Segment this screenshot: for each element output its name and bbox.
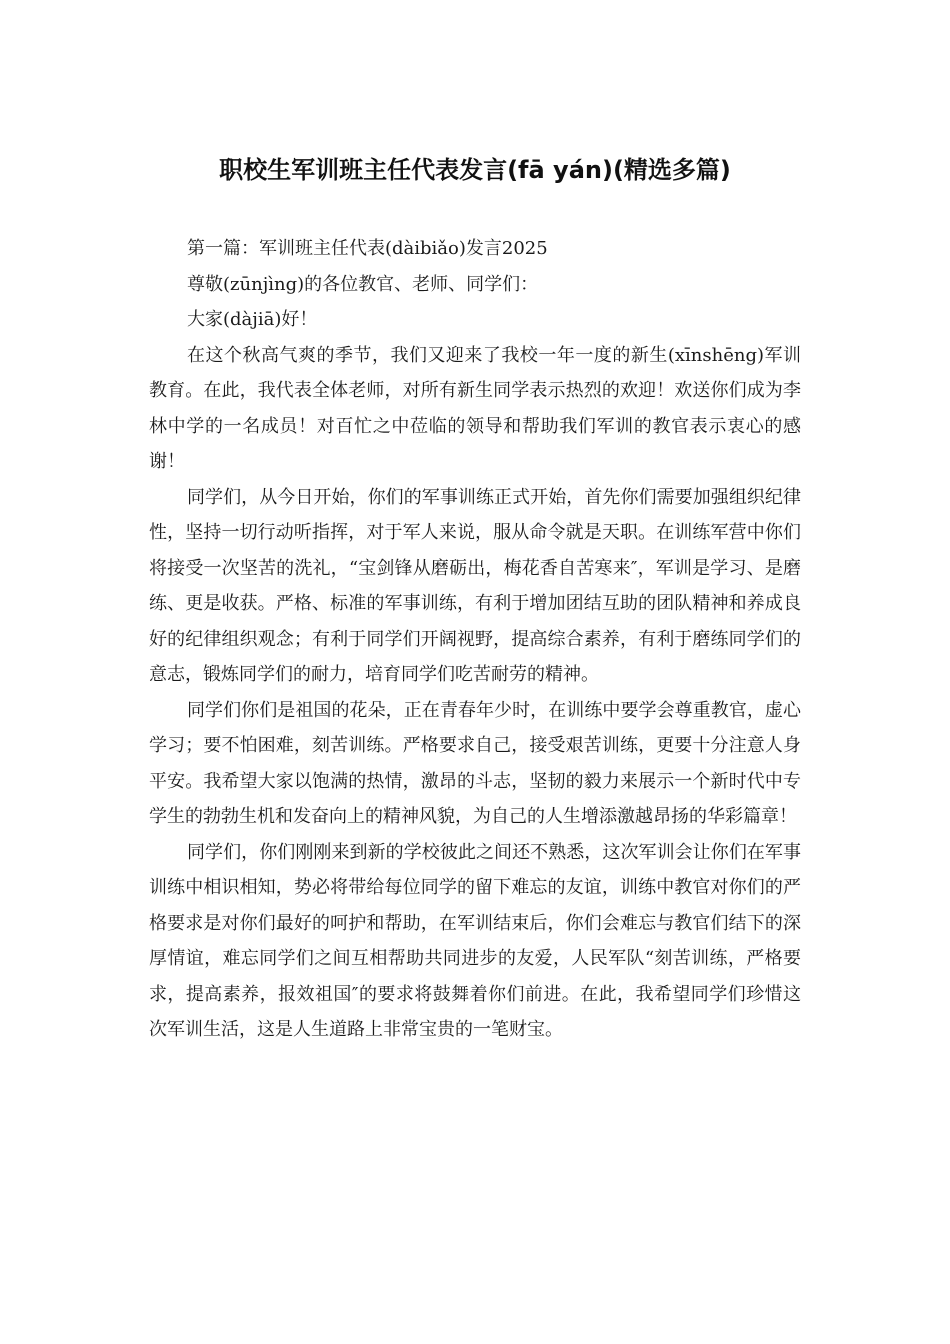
- body-paragraph: 同学们你们是祖国的花朵，正在青春年少时，在训练中要学会尊重教官，虚心学习；要不怕困难，刻苦训练。严格要求自己，接受艰苦训练，更要十分注意人身平安。我希望大家以饱满的热情，激昂的斗志，坚韧的毅力来展示一个新时代中专学生的勃勃生机和发奋向上的精神风貌，为自己的人生增添激越昂扬的华彩篇章！: [149, 699, 801, 827]
- document-title: 职校生军训班主任代表发言(fā yán)(精选多篇): [219, 156, 731, 184]
- greeting: 大家(dàjiā)好！: [187, 309, 318, 330]
- section-heading: 第一篇：军训班主任代表(dàibiǎo)发言2025: [187, 238, 548, 259]
- salutation: 尊敬(zūnjìng)的各位教官、老师、同学们：: [187, 273, 539, 295]
- body-paragraph: 同学们，你们刚刚来到新的学校彼此之间还不熟悉，这次军训会让你们在军事训练中相识相知，势必将带给每位同学的留下难忘的友谊，训练中教官对你们的严格要求是对你们最好的呵护和帮助，在军训结束后，你们会难忘与教官们结下的深厚情谊，难忘同学们之间互相帮助共同进步的友爱，人民军队“刻苦训练，严格要求，提高素养，报效祖国″的要求将鼓舞着你们前进。在此，我希望同学们珍惜这次军训生活，这是人生道路上非常宝贵的一笔财宝。: [149, 841, 801, 1040]
- body-paragraph: 在这个秋高气爽的季节，我们又迎来了我校一年一度的新生(xīnshēng)军训教育。在此，我代表全体老师，对所有新生同学表示热烈的欢迎！欢送你们成为李林中学的一名成员！对百忙之中莅临的领导和帮助我们军训的教官表示衷心的感谢！: [149, 344, 801, 472]
- body-paragraph: 同学们，从今日开始，你们的军事训练正式开始，首先你们需要加强组织纪律性，坚持一切行动听指挥，对于军人来说，服从命令就是天职。在训练军营中你们将接受一次坚苦的洗礼，“宝剑锋从磨砺出，梅花香自苦寒来″，军训是学习、是磨练、更是收获。严格、标准的军事训练，有利于增加团结互助的团队精神和养成良好的纪律组织观念；有利于同学们开阔视野，提高综合素养，有利于磨练同学们的意志，锻炼同学们的耐力，培育同学们吃苦耐劳的精神。: [149, 486, 801, 685]
- document-body: [149, 231, 801, 1048]
